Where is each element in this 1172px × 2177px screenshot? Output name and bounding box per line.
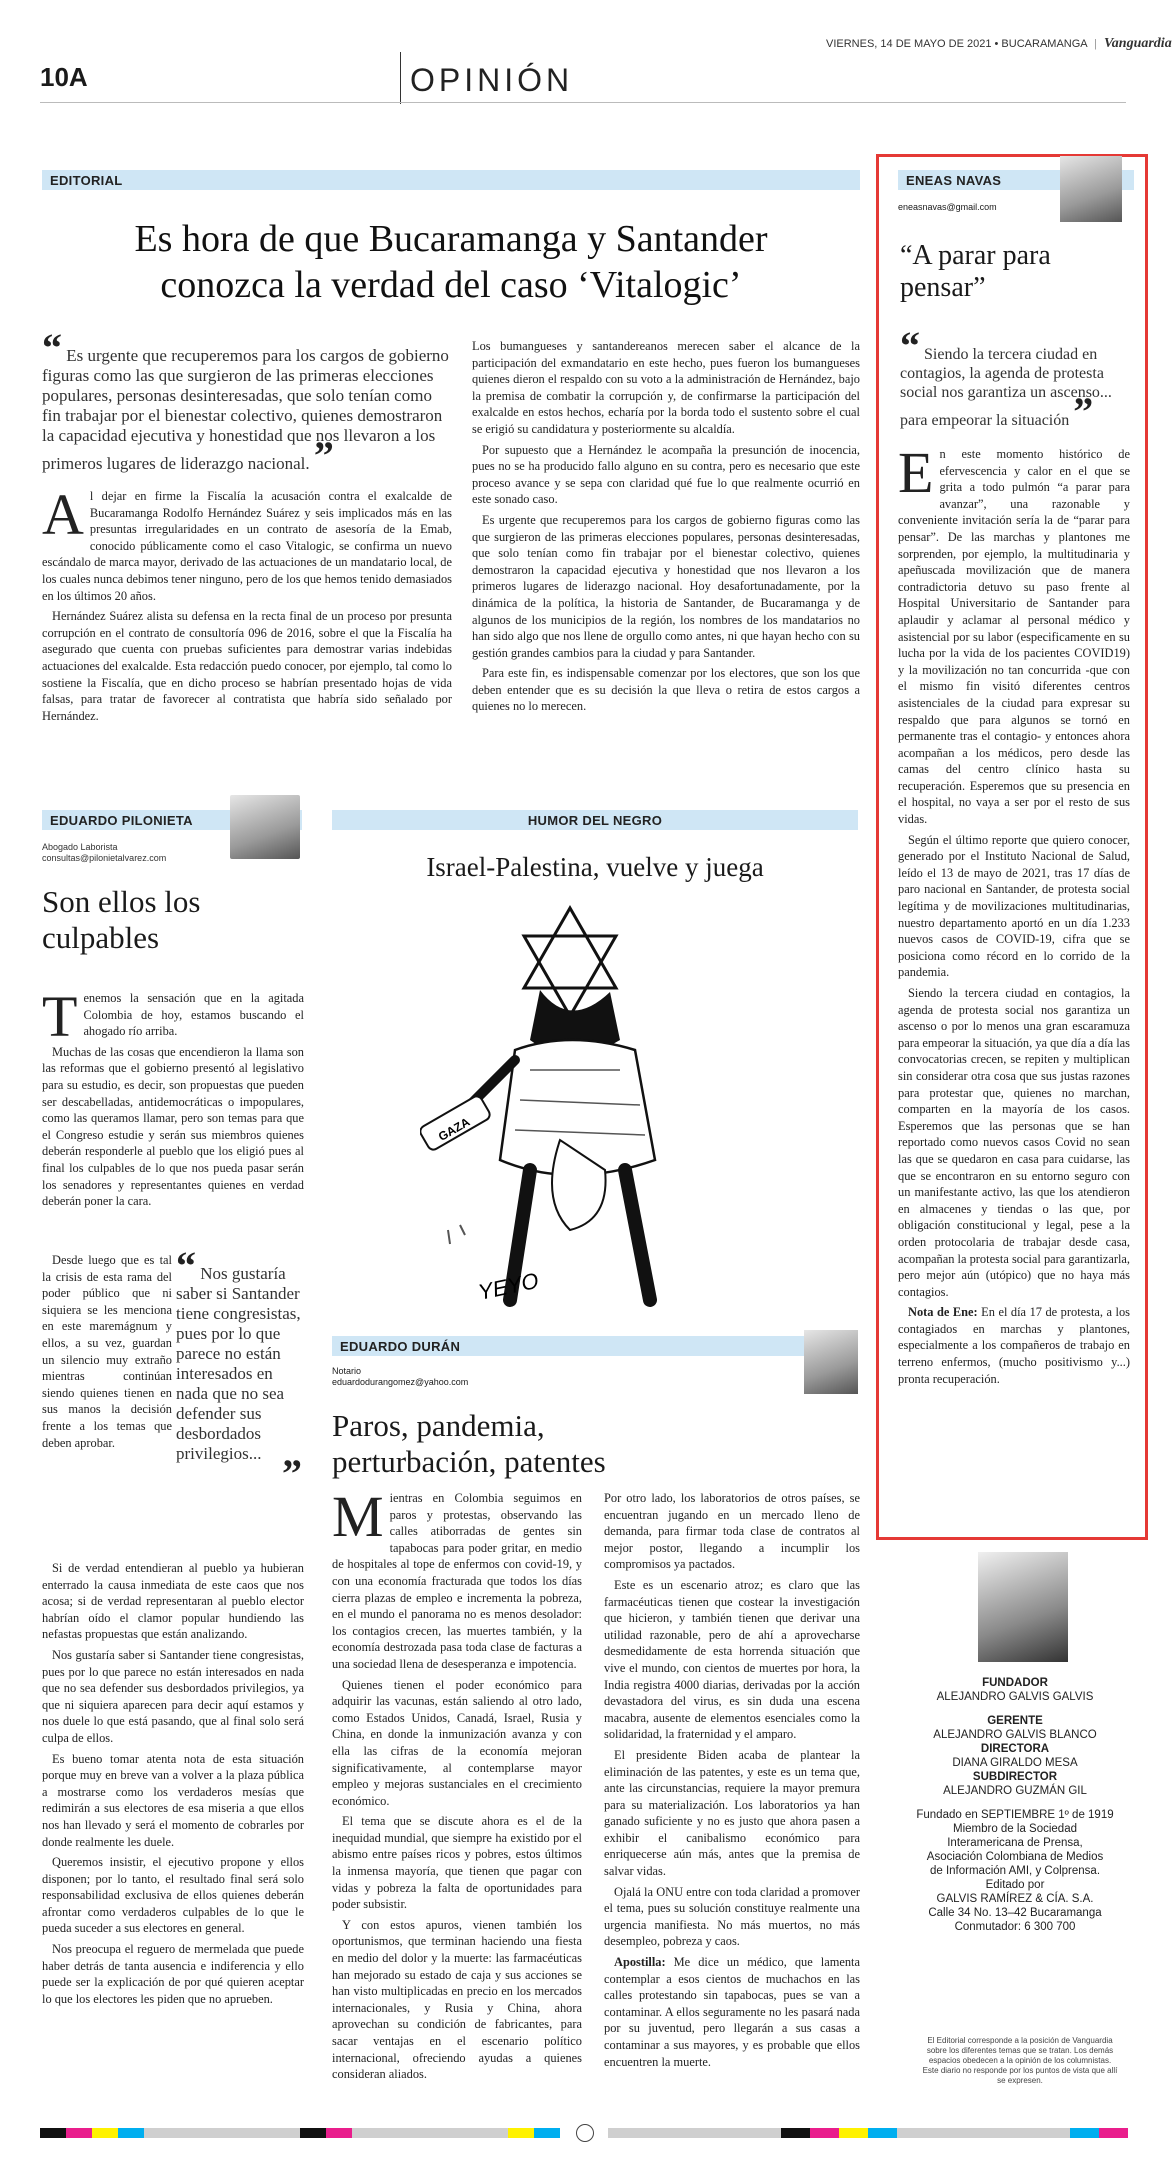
section-title: OPINIÓN	[410, 62, 574, 98]
dateline-text: VIERNES, 14 DE MAYO DE 2021 • BUCARAMANGA	[826, 38, 1088, 50]
navas-p3: Siendo la tercera ciudad en contagios, la agenda de protesta social nos garantiza un ascenso o por lo menos una gran escaramuza para empeorar la situación, ya que día a día las convocatorias crecen, se repiten y multiplican sin considerar otra cosa que sus justas razones para protestar que, quienes no marchan, comparten en la mayoría de los casos. Esperemos que las personas que se han reportado como nuevos casos Covid no sean las que se quedaron en casa para cuidarse, las que se encontraron en su entorno seguro con un manifestante activo, las que los atendieron en almacenes y tiendas o las que, por obligación constitucional y legal, pese a la orden protocolaria de trabajar desde casa, acompañan la protesta social para garantizarla, pero mejor aún (utópico) que no haya más contagios.	[898, 986, 1130, 1299]
pilonieta-photo	[230, 795, 300, 859]
duran-title-line1: Paros, pandemia,	[332, 1408, 545, 1443]
member-line4: de Información AMI, y Colprensa.	[929, 1865, 1101, 1877]
duran-col2	[604, 1490, 860, 2074]
pilonieta-narrow	[42, 1252, 172, 1455]
member-line2: Interamericana de Prensa,	[947, 1837, 1083, 1849]
company-address: Calle 34 No. 13–42 Bucaramanga	[928, 1907, 1102, 1919]
header-divider	[400, 52, 401, 104]
navas-p4: En el día 17 de protesta, a los contagiados en marchas y plantones, especialmente a los compañeros de trabajo en terreno enfermos, (mucho positivismo y...) pronta recuperación.	[898, 1305, 1130, 1386]
open-quote-icon: “	[900, 323, 920, 368]
navas-tag: ENEAS NAVAS	[898, 170, 1134, 190]
editorial-pullquote	[42, 325, 452, 478]
editorial-p2: Hernández Suárez alista su defensa en la recta final de un proceso por presunta corrupción en el contrato de consultoría 096 de 2016, sobre el que la Fiscalía ha asegurado que cuenta con pruebas suficientes para demostrar varias indebidas actuaciones del exalcalde. Esta redacción puedo conocer, por ejemplo, tal como lo sostiene la Fiscalía, que en dicho proceso se habrían presentado hojas de vida falsas, para tratar de favorecer al contratista que habría sido señalado por Hernández.	[42, 609, 452, 723]
dateline: VIERNES, 14 DE MAYO DE 2021 • BUCARAMANGA | Vanguardia	[826, 36, 1172, 51]
company-name: GALVIS RAMÍREZ & CÍA. S.A.	[936, 1893, 1094, 1905]
pilonieta-p8: Nos preocupa el reguero de mermelada que puede haber detrás de tanta ausencia e indiferencia y ello puede ser la explicación de por qué quieren aceptar lo que los electores les piden que no aprueben.	[42, 1942, 304, 2006]
navas-col	[898, 440, 1130, 1391]
pilonieta-p4: Si de verdad entendieran al pueblo ya hubieran enterrado la causa inmediata de este caos que nos acosa; si de verdad representaran al pueblo elector habrían oído el clamor popular hundiendo las nefastas propuestas que están analizando.	[42, 1561, 304, 1642]
pilonieta-email: consultas@pilonietalvarez.com	[42, 853, 167, 863]
humor-tag: HUMOR DEL NEGRO	[332, 810, 858, 830]
registration-bar-left	[40, 2128, 560, 2138]
pilonieta-p2: Muchas de las cosas que encendieron la llama son las reformas que el gobierno presentó al legislativo para su estudio, es decir, son propuestas que pueden ser descabelladas, antidemocráticas o impopulares, como las queramos llamar, pero son temas para que el Congreso estudie y serán sus miembros quienes deberán responderle al pueblo que los eligió pues al final los culpables de lo que nos pueda pasar serán los senadores y representantes quienes en verdad deberán poner la cara.	[42, 1044, 304, 1209]
navas-photo	[1060, 156, 1122, 222]
subdirector-name: ALEJANDRO GUZMÁN GIL	[943, 1785, 1087, 1797]
navas-title-line2: pensar”	[900, 272, 986, 303]
open-quote-icon: “	[176, 1243, 196, 1288]
duran-p9: Me dice un médico, que lamenta contemplar a esos cientos de muchachos en las calles protestando sin tapabocas, pues se van a contaminar. A ellos seguramente no les pasará nada por su juventud, pero llegarán a sus casas a contaminar a sus mayores, y es probable que ellos encuentren la muerte.	[604, 1955, 860, 2069]
close-quote-icon: ”	[282, 1451, 302, 1496]
duran-p5: Por otro lado, los laboratorios de otros países, se encuentran jugando en un mercado lleno de demanda, para firmar toda clase de contratos al mejor postor, llegando a incumplir los compromisos ya pactados.	[604, 1491, 860, 1572]
navas-p1: n este momento histórico de efervescencia y calor en el que se grita a todo pulmón “a parar para avanzar”, una razonable y conveniente invitación sería la de “parar para pensar”. De las marchas y plantones me sorprenden, por ejemplo, la multitudinaria y apeñuscada movilización que de manera contradictoria detuvo su paso frente al Hospital Universitario de Santander para aplaudir y aclamar al personal médico y asistencial por su labor (especificamente en su lucha por la vida de los pacientes COVID19) y la movilización no tan concurrida -que con el mismo fin visitó diferentes centros asistenciales de la ciudad para expresar su respaldo que para algunos se tornó en permanente tras el contagio- y entonces ahora acompañan a los médicos, pero desde las camas del centro clínico hasta su recuperación. Esperemos que su presencia en el hospital, no vaya a ser por el resto de sus vidas.	[898, 447, 1130, 827]
founded-text: Fundado en SEPTIEMBRE 1º de 1919	[916, 1809, 1114, 1821]
masthead-info	[880, 1808, 1150, 1934]
pilonieta-pullquote	[176, 1243, 302, 1496]
dropcap: E	[898, 440, 934, 505]
navas-email: eneasnavas@gmail.com	[898, 202, 997, 212]
bottle-label: GAZA	[435, 1114, 473, 1144]
header-rule	[40, 102, 1126, 103]
duran-role: Notario	[332, 1366, 362, 1376]
editorial-col2	[472, 338, 860, 719]
editorial-p6: Para este fin, es indispensable comenzar por los electores, que son los que deben entender que es su decisión la que lleva o retira de estos cargos a quienes no lo merecen.	[472, 666, 860, 714]
duran-photo	[804, 1330, 858, 1394]
crosshair-icon	[576, 2124, 594, 2142]
duran-title	[332, 1408, 852, 1480]
close-quote-icon: ”	[313, 433, 334, 478]
company-phone: Conmutador: 6 300 700	[954, 1921, 1076, 1933]
dropcap: A	[42, 482, 84, 547]
pilonieta-p3: Desde luego que es tal la crisis de esta rama del poder público que ni siquiera se les menciona en este maremágnum y ellos, a su vez, guardan un silencio muy extraño mientras continúan siendo quienes tienen en sus manos la decisión frente a los temas que deben aprobar.	[42, 1253, 172, 1450]
duran-p8: Ojalá la ONU entre con toda claridad a promover el tema, pues su solución constituye realmente una urgencia manifiesta. No más muertos, no más desempleo, pobreza y caos.	[604, 1884, 860, 1949]
editorial-p3: Los bumangueses y santandereanos merecen saber el alcance de la participación del exmandatario en este hecho, pues fueron los bumangueses quienes dieron el respaldo con su voto a la administración de Hernández, bajo la premisa de combatir la corrupción y, de confirmarse la participación del exalcalde en estos hechos, echaría por la borda todo el sustento sobre el cual se erigió su candidatura y posteriormente su alcaldía.	[472, 339, 860, 436]
member-line1: Miembro de la Sociedad	[952, 1823, 1077, 1835]
cartoon-illustration	[420, 900, 780, 1320]
duran-p3: El tema que se discute ahora es el de la inequidad mundial, que siempre ha existido por el abismo entre países ricos y pobres, estos últimos la inmensa mayoría, que tienen que pagar con vidas y pobreza la falta de oportunidades para poder subsistir.	[332, 1814, 582, 1912]
pilonieta-p1: enemos la sensación que en la agitada Colombia de hoy, estamos buscando el ahogado río arriba.	[83, 991, 304, 1039]
pilonieta-title-line2: culpables	[42, 920, 160, 955]
pilonieta-title-line1: Son ellos los	[42, 884, 201, 919]
pilonieta-p5: Nos gustaría saber si Santander tiene congresistas, pues por lo que parece no están interesados en nada que no sea defender sus desbordados privilegios, ya que ni siquiera aparecen para decir aquí estamos y nos duele lo que está pasando, que al final solo será culpa de ellos.	[42, 1647, 304, 1745]
editorial-title	[42, 216, 860, 308]
brand-logo: Vanguardia	[1104, 36, 1172, 51]
duran-p1: ientras en Colombia seguimos en paros y protestas, observando las calles atiborradas de gentes sin tapabocas para poder gritar, en medio de hospitales al tope de enfermos con covid-19, y con una economía fracturada que todos los días cierra plazas de empleo e incrementa la pobreza, en el mundo el panorama no es menos desolador: los contagios crecen, las muertes también, y la economía destrozada pasa toda clase de facturas a una sociedad llena de desesperanza e impotencia.	[332, 1491, 582, 1671]
subdirector-role: SUBDIRECTOR	[972, 1771, 1058, 1783]
editorial-p1: l dejar en firme la Fiscalía la acusación contra el exalcalde de Bucaramanga Rodolfo Hernández Suárez y seis implicados más en las presuntas irregularidades en un contrato de asesoría de la Emab, conocido públicamente como el caso Vitalogic, se confirma un nuevo escándalo de marca mayor, derivado de las actuaciones de un mandatario local, de los cuales nunca debimos tener ninguno, pero de los que hemos tenido demasiados en los últimos 20 años.	[42, 489, 452, 603]
dropcap: T	[42, 984, 78, 1049]
duran-tag: EDUARDO DURÁN	[332, 1336, 858, 1356]
duran-email: eduardodurangomez@yahoo.com	[332, 1377, 469, 1387]
pilonieta-col-top	[42, 984, 304, 1214]
editorial-p5: Es urgente que recuperemos para los cargos de gobierno figuras como las que surgieron de las primeras elecciones populares, personas desinteresadas, que solo tenían como fin trabajar por el bienestar colectivo, quienes demostraron la capacidad ejecutiva y honestidad que nos llevaron a los primeros lugares de liderazgo nacional. Hoy desafortunadamente, por la dinámica de la política, la historia de Santander, de Bucaramanga y de algunos de los municipios de la región, los nombres de los mandatarios no han sido algo que nos llene de orgullo como antes, ni que hayan hecho con su gestión grandes cambios para la ciudad y para Santander.	[472, 512, 860, 660]
navas-title	[900, 240, 1130, 304]
page-number: 10A	[40, 62, 88, 92]
duran-p2: Quienes tienen el poder económico para adquirir las vacunas, están saliendo al otro lado, como Estados Unidos, Canadá, Israel, Rusia y China, en donde la inmunización avanza y con ella las cifras de la economía mejoran significativamente, al contemplarse mayor empleo y mejoras sustanciales en el crecimiento económico.	[332, 1677, 582, 1808]
pilonieta-p6: Es bueno tomar atenta nota de esta situación porque muy en breve van a volver a la plaza pública a mostrarse como los verdaderos mesías que redimirán a sus electores de esa miseria a que ellos nos han llevado y será el momento de cobrarles por donde realmente les duele.	[42, 1751, 304, 1849]
editorial-col1	[42, 482, 452, 728]
nota-label: Nota de Ene:	[908, 1305, 978, 1320]
editorial-p4: Por supuesto que a Hernández le acompaña la presunción de inocencia, pues no se ha producido fallo alguno en su contra, pero es necesario que este proceso avance y se sepa con claridad qué fue lo que realmente ocurrió en este sonado caso.	[472, 442, 860, 507]
pilonieta-title	[42, 884, 302, 956]
duran-p7: El presidente Biden acaba de plantear la eliminación de las patentes, y este es un tema que, ante las circunstancias, requiere la mayor premura para su materialización. Los laboratorios ya han ganado suficiente y no es justo que ahora pasen a exhibir el canibalismo económico para enriquecerse aún más, antes que la premisa de salvar vidas.	[604, 1747, 860, 1879]
member-line3: Asociación Colombiana de Medios	[926, 1851, 1104, 1863]
cartoon-signature: YEYO	[475, 1267, 541, 1305]
edited-by: Editado por	[985, 1879, 1045, 1891]
navas-pullquote-text: Siendo la tercera ciudad en contagios, la agenda de protesta social nos garantiza un ascenso... para empeorar la situación	[900, 346, 1112, 429]
duran-p6: Este es un escenario atroz; es claro que las farmacéuticas tienen que costear la investigación que hicieron, y también tienen que derivar una utilidad razonable, pero de ahí a aprovecharse desmedidamente de esta horrenda situación que vive el mundo, con cientos de muertes por hora, la India registra 4000 diarias, derivadas por la acción devastadora del virus, es sin duda una escena macabra, ausente de elementos esenciales como la solidaridad, la fraternidad y el amparo.	[604, 1577, 860, 1742]
registration-bar-right	[608, 2128, 1128, 2138]
pilonieta-p7: Queremos insistir, el ejecutivo propone y ellos disponen; por lo tanto, el resultado final será solo responsabilidad exclusiva de ellos quienes deberán afrontar como verdaderos culpables de lo que le pueda suceder a sus electores en general.	[42, 1855, 304, 1936]
manager-role: GERENTE	[987, 1715, 1043, 1727]
editorial-title-line2: conozca la verdad del caso ‘Vitalogic’	[160, 264, 742, 306]
director-name: DIANA GIRALDO MESA	[952, 1757, 1078, 1769]
duran-col1	[332, 1484, 582, 2087]
duran-p4: Y con estos apuros, vienen también los oportunismos, que terminan haciendo una fiesta en medio del dolor y la muerte: las farmacéuticas han mejorado su estado de caja y sus acciones se han visto multiplicadas en precio en los mercados internacionales, y Rusia y China, ahora aprovechan su condición de fabricantes, para sacar ventajas en el escenario político internacional, ofreciendo ayudas a quienes consideran aliados.	[332, 1917, 582, 2082]
director-role: DIRECTORA	[980, 1743, 1050, 1755]
pilonieta-pullquote-text: Nos gustaría saber si Santander tiene congresistas, pues por lo que parece no están interesados en nada que no sea defender sus desbordados privilegios...	[176, 1264, 301, 1463]
founder-role: FUNDADOR	[982, 1677, 1048, 1689]
pilonieta-tag: EDUARDO PILONIETA	[42, 810, 302, 830]
editorial-tag: EDITORIAL	[42, 170, 860, 190]
navas-pullquote	[900, 323, 1132, 434]
navas-p2: Según el último reporte que quiero conocer, generado por el Instituto Nacional de Salud, leído el 13 de mayo de 2021, tras 17 días de paro nacional en Santander, de protesta social legítima y de movilizaciones multitudinarias, nuestro departamento aportó en un día 1.233 nuevos casos de COVID-19, cifra que se posiciona como récord en lo corrido de la pandemia.	[898, 832, 1130, 980]
dropcap: M	[332, 1484, 384, 1549]
manager-name: ALEJANDRO GALVIS BLANCO	[933, 1729, 1097, 1741]
humor-title: Israel-Palestina, vuelve y juega	[426, 852, 764, 882]
editorial-pullquote-text: Es urgente que recuperemos para los cargos de gobierno figuras como las que surgieron de las primeras elecciones populares, personas desinteresadas, que solo tenían como fin trabajar por el bienestar colectivo, quienes demostraron la capacidad ejecutiva y honestidad que nos llevaron a los primeros lugares de liderazgo nacional.	[42, 346, 449, 473]
apostilla-label: Apostilla:	[614, 1955, 666, 1970]
disclaimer: El Editorial corresponde a la posición de Vanguardia sobre los diferentes temas que se tratan. Los demás espacios obedecen a la opinión de los columnistas. Este diario no responde por los puntos de vista que allí se expresen.	[922, 2036, 1118, 2085]
navas-title-line1: “A parar para	[900, 240, 1051, 271]
open-quote-icon: “	[42, 325, 62, 370]
founder-name: ALEJANDRO GALVIS GALVIS	[936, 1691, 1094, 1703]
editorial-title-line1: Es hora de que Bucaramanga y Santander	[134, 218, 768, 260]
duran-title-line2: perturbación, patentes	[332, 1444, 606, 1479]
close-quote-icon: ”	[1073, 389, 1094, 434]
founder-photo	[978, 1552, 1068, 1662]
pilonieta-col-bottom	[42, 1560, 304, 2011]
pilonieta-role: Abogado Laborista	[42, 842, 118, 852]
masthead	[880, 1676, 1150, 1934]
